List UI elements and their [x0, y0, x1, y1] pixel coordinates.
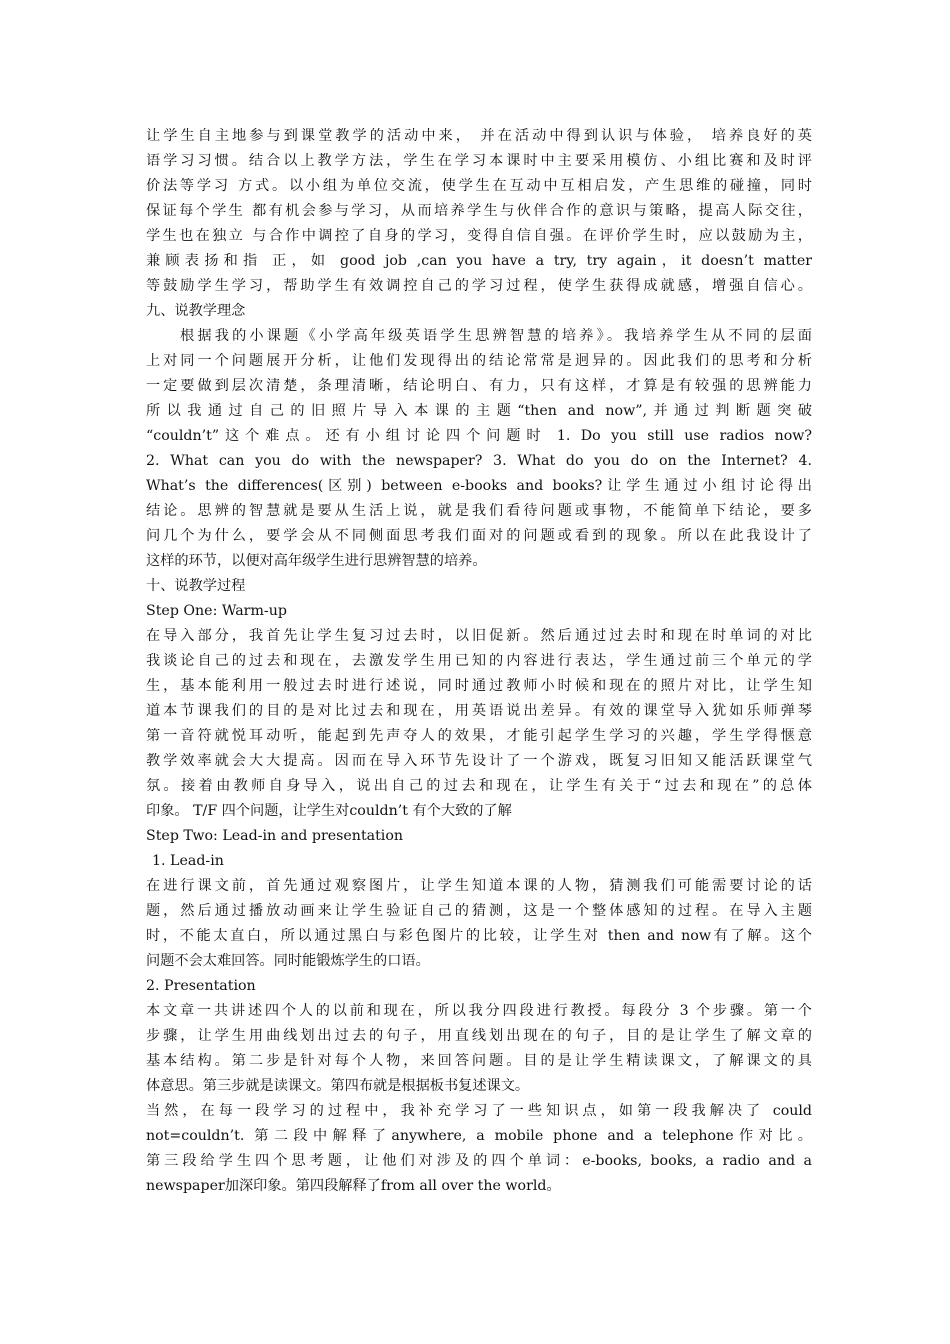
text-line: 价法等学习 方式。以小组为单位交流，使学生在互动中互相启发，产生思维的碰撞，同时 — [146, 178, 812, 194]
text-line: newspaper加深印象。第四段解释了from all over the world。 — [146, 1178, 561, 1194]
text-line: 基本结构。第二步是针对每个人物，来回答问题。目的是让学生精读课文，了解课文的具 — [146, 1053, 812, 1069]
text-line: 一定要做到层次清楚，条理清晰，结论明白、有力，只有这样，才算是有较强的思辨能力 — [146, 378, 812, 394]
text-line: 兼顾表扬和指 正，如 good job ,can you have a try, try again，it doesn’t matter — [146, 253, 812, 269]
text-line: 结论。思辨的智慧就是要从生活上说，就是我们看待问题或事物，不能简单下结论，要多 — [146, 503, 812, 519]
text-line: 当然，在每一段学习的过程中，我补充学习了一些知识点，如第一段我解决了 could — [146, 1103, 812, 1119]
text-line: 2. What can you do with the newspaper? 3. What do you do on the Internet? 4. — [146, 453, 812, 469]
text-line: 在进行课文前，首先通过观察图片，让学生知道本课的人物，猜测我们可能需要讨论的话 — [146, 878, 812, 894]
text-line: 印象。 T/F 四个问题，让学生对couldn’t 有个大致的了解 — [146, 803, 512, 819]
text-line: Step Two: Lead-in and presentation — [146, 828, 404, 844]
text-line: not=couldn’t. 第二段中解释了anywhere, a mobile phone and a telephone作对比。 — [146, 1128, 812, 1144]
text-line: 这样的环节，以便对高年级学生进行思辨智慧的培养。 — [146, 553, 487, 569]
text-line: 第一音符就悦耳动听，能起到先声夺人的效果，才能引起学生学习的兴趣，学生学得惬意 — [146, 728, 812, 744]
text-line: “couldn’t”这个难点。还有小组讨论四个问题时 1. Do you still use radios now? — [146, 428, 812, 444]
text-line: 十、说教学过程 — [146, 578, 246, 594]
text-line: 问几个为什么，要学会从不同侧面思考我们面对的问题或看到的现象。所以在此我设计了 — [146, 528, 812, 544]
text-line: 所以我通过自己的旧照片导入本课的主题“then and now”,并通过判断题突破 — [146, 403, 812, 419]
text-line: 本文章一共讲述四个人的以前和现在，所以我分四段进行教授。每段分 3 个步骤。第一个 — [146, 1003, 812, 1019]
text-line: 我谈论自己的过去和现在，去激发学生用已知的内容进行表达，学生通过前三个单元的学 — [146, 653, 812, 669]
text-line: 学生也在独立 与合作中调控了自身的学习，变得自信自强。在评价学生时，应以鼓励为主， — [146, 228, 812, 244]
text-line: 语学习习惯。结合以上教学方法，学生在学习本课时中主要采用模仿、小组比赛和及时评 — [146, 153, 812, 169]
document-page — [146, 124, 812, 1199]
text-line: 题，然后通过播放动画来让学生验证自己的猜测，这是一个整体感知的过程。在导入主题 — [146, 903, 812, 919]
text-line: 上对同一个问题展开分析，让他们发现得出的结论常常是迥异的。因此我们的思考和分析 — [146, 353, 812, 369]
text-line: Step One: Warm-up — [146, 603, 287, 619]
text-line: 问题不会太难回答。同时能锻炼学生的口语。 — [146, 953, 430, 969]
text-line: What’s the differences(区别) between e-books and books?让学生通过小组讨论得出 — [146, 478, 812, 494]
text-line: 教学效率就会大大提高。因而在导入环节先设计了一个游戏，既复习旧知又能活跃课堂气 — [146, 753, 812, 769]
text-line: 时，不能太直白，所以通过黑白与彩色图片的比较，让学生对 then and now有了解。这个 — [146, 928, 812, 944]
text-line: 步骤，让学生用曲线划出过去的句子，用直线划出现在的句子，目的是让学生了解文章的 — [146, 1028, 812, 1044]
text-line: 生，基本能利用一般过去时进行述说，同时通过教师小时候和现在的照片对比，让学生知 — [146, 678, 812, 694]
text-line: 根据我的小课题《小学高年级英语学生思辨智慧的培养》。我培养学生从不同的层面 — [180, 328, 812, 344]
text-line: 道本节课我们的目的是对比过去和现在，用英语说出差异。有效的课堂导入犹如乐师弹琴 — [146, 703, 812, 719]
text-line: 2. Presentation — [146, 978, 256, 994]
text-line: 等鼓励学生学习，帮助学生有效调控自己的学习过程，使学生获得成就感，增强自信心。 — [146, 278, 812, 294]
text-line: 在导入部分，我首先让学生复习过去时，以旧促新。然后通过过去时和现在时单词的对比 — [146, 628, 812, 644]
text-line: 1. Lead-in — [152, 853, 224, 869]
text-line: 让学生自主地参与到课堂教学的活动中来， 并在活动中得到认识与体验， 培养良好的英 — [146, 128, 812, 144]
text-line: 氛。接着由教师自身导入，说出自己的过去和现在，让学生有关于“过去和现在”的总体 — [146, 778, 812, 794]
text-line: 体意思。第三步就是读课文。第四布就是根据板书复述课文。 — [146, 1078, 530, 1094]
text-line: 九、说教学理念 — [146, 303, 246, 319]
text-line: 第三段给学生四个思考题，让他们对涉及的四个单词：e-books, books, a radio and a — [146, 1153, 812, 1169]
text-line: 保证每个学生 都有机会参与学习，从而培养学生与伙伴合作的意识与策略，提高人际交往， — [146, 203, 812, 219]
